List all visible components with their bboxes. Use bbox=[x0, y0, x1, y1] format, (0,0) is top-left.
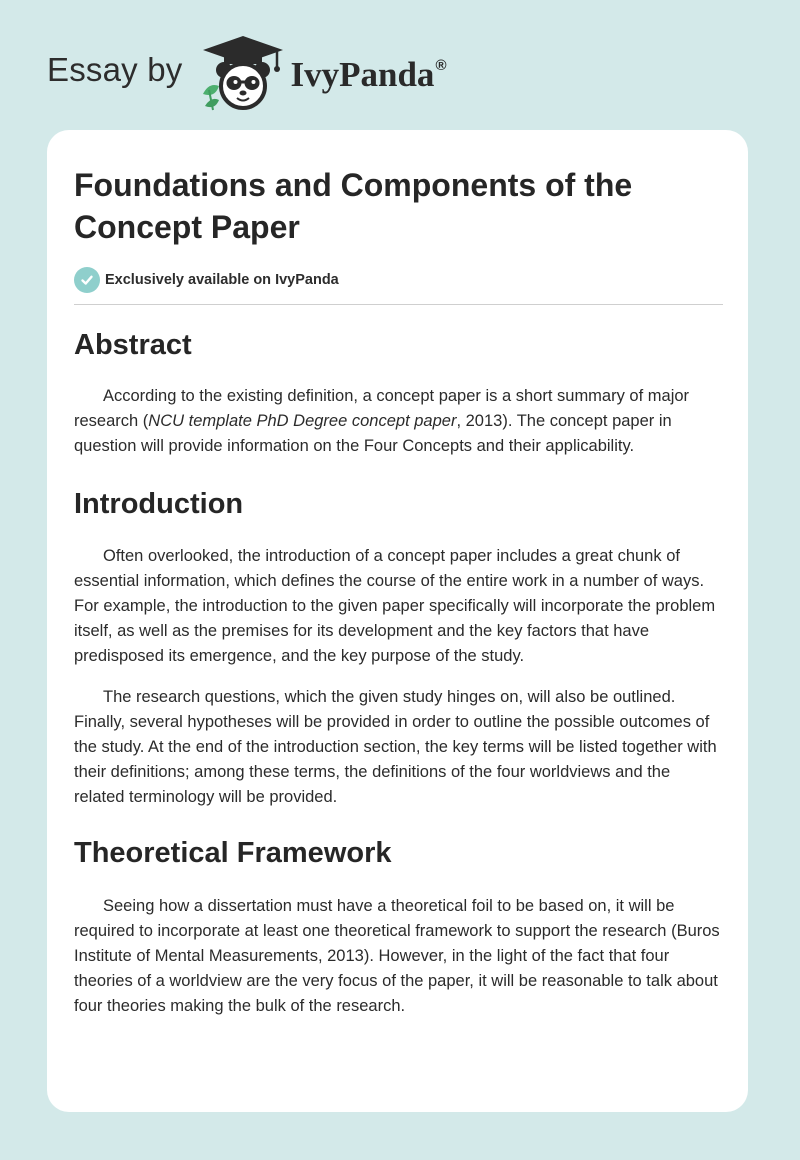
abstract-paragraph: According to the existing definition, a concept paper is a short summary of major research (NCU template PhD Degree concept paper, 2013). The concept paper in question will provide information on the Four Concepts and their applicability. bbox=[74, 387, 690, 455]
introduction-paragraph-2: The research questions, which the given study hinges on, will also be outlined. Finally, several hypotheses will be provided in order to outline the possible outcomes of the study. At the end of the introduction section, the key terms will be listed together with their definitions; among these terms, the definitions of the four worldviews and the related terminology will be provided. bbox=[74, 688, 717, 806]
essay-content bbox=[74, 164, 724, 1019]
section-heading-theoretical-framework: Theoretical Framework bbox=[74, 837, 392, 869]
section-heading-introduction: Introduction bbox=[74, 488, 244, 520]
badge-label: Exclusively available on IvyPanda bbox=[105, 272, 339, 288]
essay-card bbox=[47, 130, 748, 1112]
registered-mark: ® bbox=[435, 57, 447, 74]
panda-graduate-logo-icon[interactable] bbox=[197, 34, 289, 114]
introduction-paragraph-1: Often overlooked, the introduction of a concept paper includes a great chunk of essential information, which defines the course of the entire work in a number of ways. For example, the introduction to the given paper specifically will incorporate the problem itself, as well as the premises for its development and the key factors that have predisposed its emergence, and the key purpose of the study. bbox=[74, 547, 716, 665]
essay-by-label: Essay by bbox=[47, 51, 183, 88]
site-header bbox=[47, 34, 507, 114]
check-circle-icon bbox=[74, 267, 100, 293]
brand-name[interactable]: IvyPanda® bbox=[290, 55, 447, 94]
citation-title: NCU template PhD Degree concept paper bbox=[148, 412, 457, 430]
section-heading-abstract: Abstract bbox=[74, 329, 192, 361]
exclusive-badge bbox=[74, 266, 724, 294]
theoretical-framework-paragraph: Seeing how a dissertation must have a theoretical foil to be based on, it will be required to incorporate at least one theoretical framework to support the research (Buros Institute of Mental Measurements, 2013). However, in the light of the fact that four theories of a worldview are the very focus of the paper, it will be reasonable to talk about four theories making the bulk of the research. bbox=[74, 897, 720, 1015]
divider bbox=[74, 304, 723, 305]
page-title: Foundations and Components of the Concept Paper bbox=[74, 167, 633, 245]
